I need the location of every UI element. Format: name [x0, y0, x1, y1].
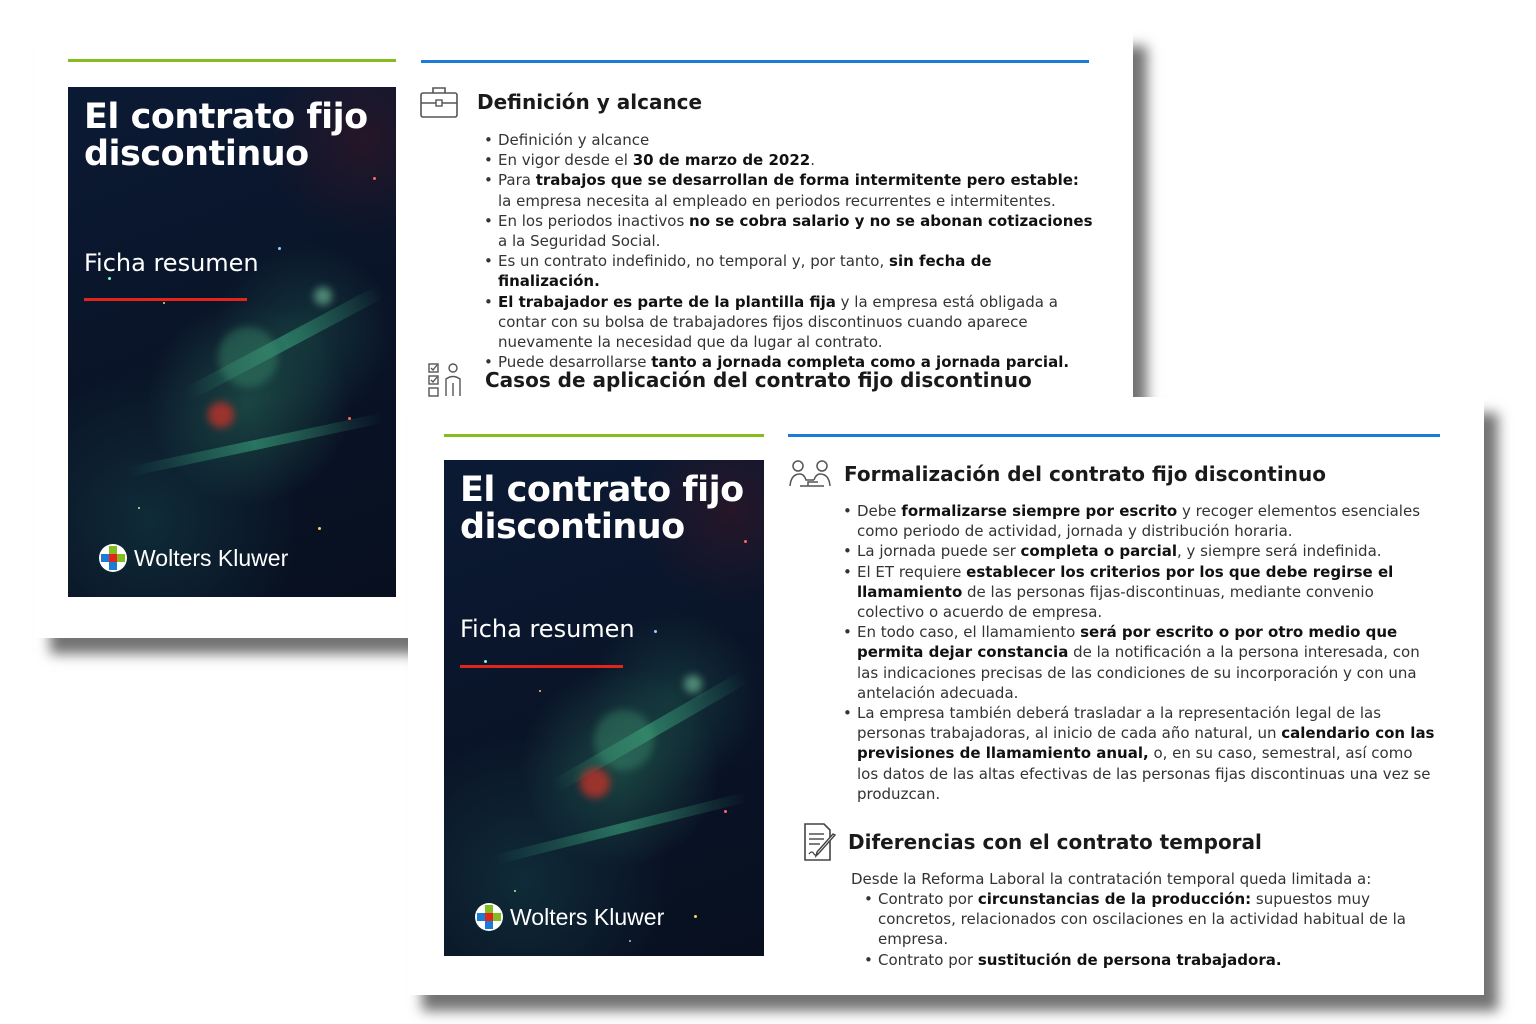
bullet-item: • Contrato por sustitución de persona trabajadora.	[864, 950, 1444, 970]
section-heading-formalizacion	[788, 458, 1326, 490]
bullet-item: • Es un contrato indefinido, no temporal y, por tanto, sin fecha de finalización.	[484, 251, 1094, 291]
briefcase-icon	[419, 85, 459, 119]
bullet-item: • Para trabajos que se desarrollan de forma intermitente pero estable: la empresa necesita al empleado en periodos recurrentes e intermitentes.	[484, 170, 1094, 210]
blue-rule	[788, 434, 1440, 437]
section-heading-casos	[427, 361, 1032, 399]
bullet-item: • La empresa también deberá trasladar a la representación legal de las personas trabajadoras, al inicio de cada año natural, un calendario con las previsiones de llamamiento anual, o, en su caso, semestral, así como los datos de las altas efectivas de las personas fijas discontinuas una vez se produzcan.	[843, 703, 1438, 804]
diferencias-intro: Desde la Reforma Laboral la contratación temporal queda limitada a:	[851, 870, 1372, 888]
green-rule	[68, 59, 396, 62]
section-title: Formalización del contrato fijo discontinuo	[844, 462, 1326, 486]
cover-red-bar	[84, 298, 247, 301]
wolters-kluwer-logo	[474, 902, 664, 932]
cover-subtitle: Ficha resumen	[84, 249, 259, 277]
bullet-item: • La jornada puede ser completa o parcial, y siempre será indefinida.	[843, 541, 1438, 561]
summary-sheet-front	[408, 397, 1484, 995]
cover-red-bar	[460, 665, 623, 668]
people-meeting-icon	[788, 458, 832, 490]
bullet-item: • El ET requiere establecer los criterios por los que debe regirse el llamamiento de las personas fijas-discontinuas, mediante convenio colectivo o acuerdo de empresa.	[843, 562, 1438, 623]
section-title: Diferencias con el contrato temporal	[848, 830, 1262, 854]
blue-rule	[421, 60, 1089, 63]
bullet-item: • Contrato por circunstancias de la producción: supuestos muy concretos, relacionados con oscilaciones en la actividad habitual de la empresa.	[864, 889, 1444, 950]
bullet-item: • En vigor desde el 30 de marzo de 2022.	[484, 150, 1094, 170]
bullet-item: • En todo caso, el llamamiento será por escrito o por otro medio que permita dejar constancia de la notificación a la persona interesada, con las indicaciones precisas de las condiciones de su incorporación y con una antelación adecuada.	[843, 622, 1438, 703]
diferencias-bullet-list	[864, 889, 1444, 970]
cover-title: El contrato fijo discontinuo	[84, 97, 368, 174]
logo-text: Wolters Kluwer	[510, 903, 665, 930]
bullet-item: • Debe formalizarse siempre por escrito y recoger elementos esenciales como periodo de actividad, jornada y distribución horaria.	[843, 501, 1438, 541]
formalization-bullet-list	[843, 501, 1438, 804]
bullet-item: • Definición y alcance	[484, 130, 1094, 150]
wolters-kluwer-logo-icon	[474, 902, 504, 932]
cover-title: El contrato fijo discontinuo	[460, 470, 744, 547]
document-pen-icon	[802, 821, 838, 863]
section-heading-diferencias	[802, 821, 1262, 863]
cover-subtitle: Ficha resumen	[460, 615, 635, 643]
section-heading-definicion	[419, 85, 702, 119]
green-rule	[444, 434, 764, 437]
section-title: Definición y alcance	[477, 90, 703, 114]
bullet-item: • En los periodos inactivos no se cobra salario y no se abonan cotizaciones a la Seguridad Social.	[484, 211, 1094, 251]
section-title: Casos de aplicación del contrato fijo discontinuo	[485, 368, 1032, 392]
bullet-item: • El trabajador es parte de la plantilla fija y la empresa está obligada a contar con su bolsa de trabajadores fijos discontinuos cuando aparece nuevamente la necesidad que da lugar al contrato.	[484, 292, 1094, 353]
bullet-item: • Puede desarrollarse tanto a jornada completa como a jornada parcial.	[484, 352, 1094, 372]
logo-text: Wolters Kluwer	[134, 544, 289, 571]
wolters-kluwer-logo-icon	[98, 543, 128, 573]
cover-image	[444, 460, 764, 956]
checklist-person-icon	[427, 361, 465, 399]
definition-bullet-list	[484, 130, 1094, 372]
wolters-kluwer-logo	[98, 543, 288, 573]
cover-image	[68, 87, 396, 597]
